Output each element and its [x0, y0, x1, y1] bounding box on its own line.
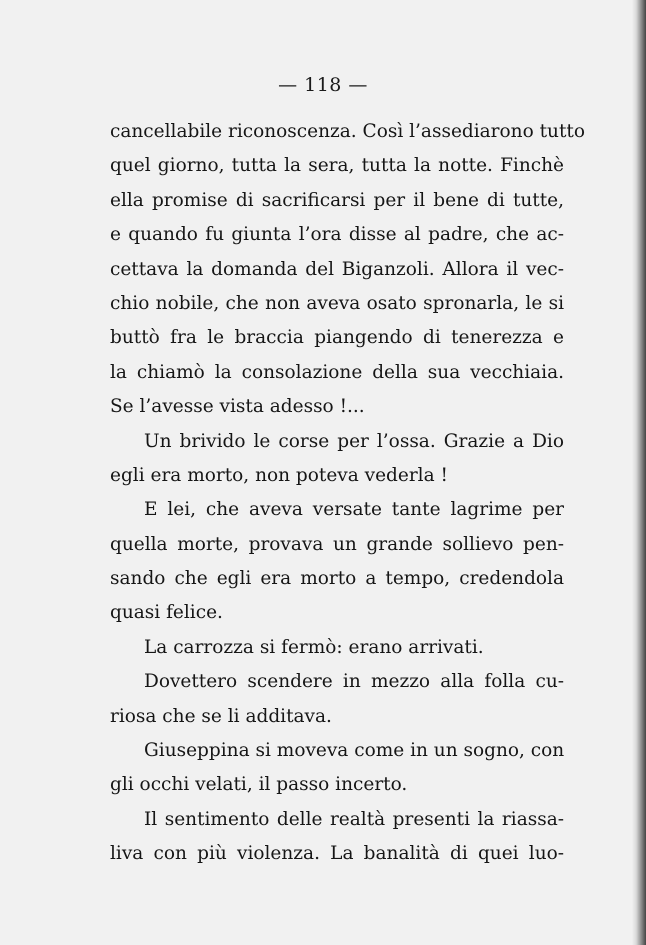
text-line: Un brivido le corse per l’ossa. Grazie a Dio: [144, 430, 564, 452]
text-line: Giuseppina si moveva come in un sogno, con: [144, 740, 565, 762]
text-line: La carrozza si fermò: erano arrivati.: [144, 636, 484, 658]
text-line: gli occhi velati, il passo incerto.: [110, 774, 408, 796]
text-line: quasi felice.: [110, 602, 223, 624]
text-line: Il sentimento delle realtà presenti la riassa-: [144, 808, 564, 830]
text-line: buttò fra le braccia piangendo di tenerezza e: [110, 327, 564, 349]
text-line: quella morte, provava un grande sollievo pen-: [110, 533, 564, 555]
text-line: la chiamò la consolazione della sua vecchiaia.: [110, 361, 564, 383]
text-line: e quando fu giunta l’ora disse al padre, che ac-: [110, 224, 564, 246]
text-line: chio nobile, che non aveva osato spronarla, le si: [110, 292, 564, 314]
text-line: cancellabile riconoscenza. Così l’assediarono tutto: [110, 121, 585, 142]
page-number: — 118 —: [278, 74, 368, 96]
text-line: Se l’avesse vista adesso !...: [110, 396, 365, 418]
text-line: sando che egli era morto a tempo, credendola: [110, 568, 564, 590]
text-line: cettava la domanda del Biganzoli. Allora il vec-: [110, 258, 564, 280]
text-line: ella promise di sacrificarsi per il bene di tutte,: [110, 189, 564, 211]
body-text: [110, 115, 585, 872]
page-spine-shadow: [632, 0, 646, 945]
text-line: egli era morto, non poteva vederla !: [110, 464, 448, 486]
text-line: quel giorno, tutta la sera, tutta la notte. Finchè: [110, 155, 564, 177]
text-line: Dovettero scendere in mezzo alla folla cu-: [144, 671, 564, 693]
text-line: E lei, che aveva versate tante lagrime per: [144, 499, 564, 521]
text-line: riosa che se li additava.: [110, 705, 332, 727]
text-line: liva con più violenza. La banalità di quei luo-: [110, 843, 564, 865]
